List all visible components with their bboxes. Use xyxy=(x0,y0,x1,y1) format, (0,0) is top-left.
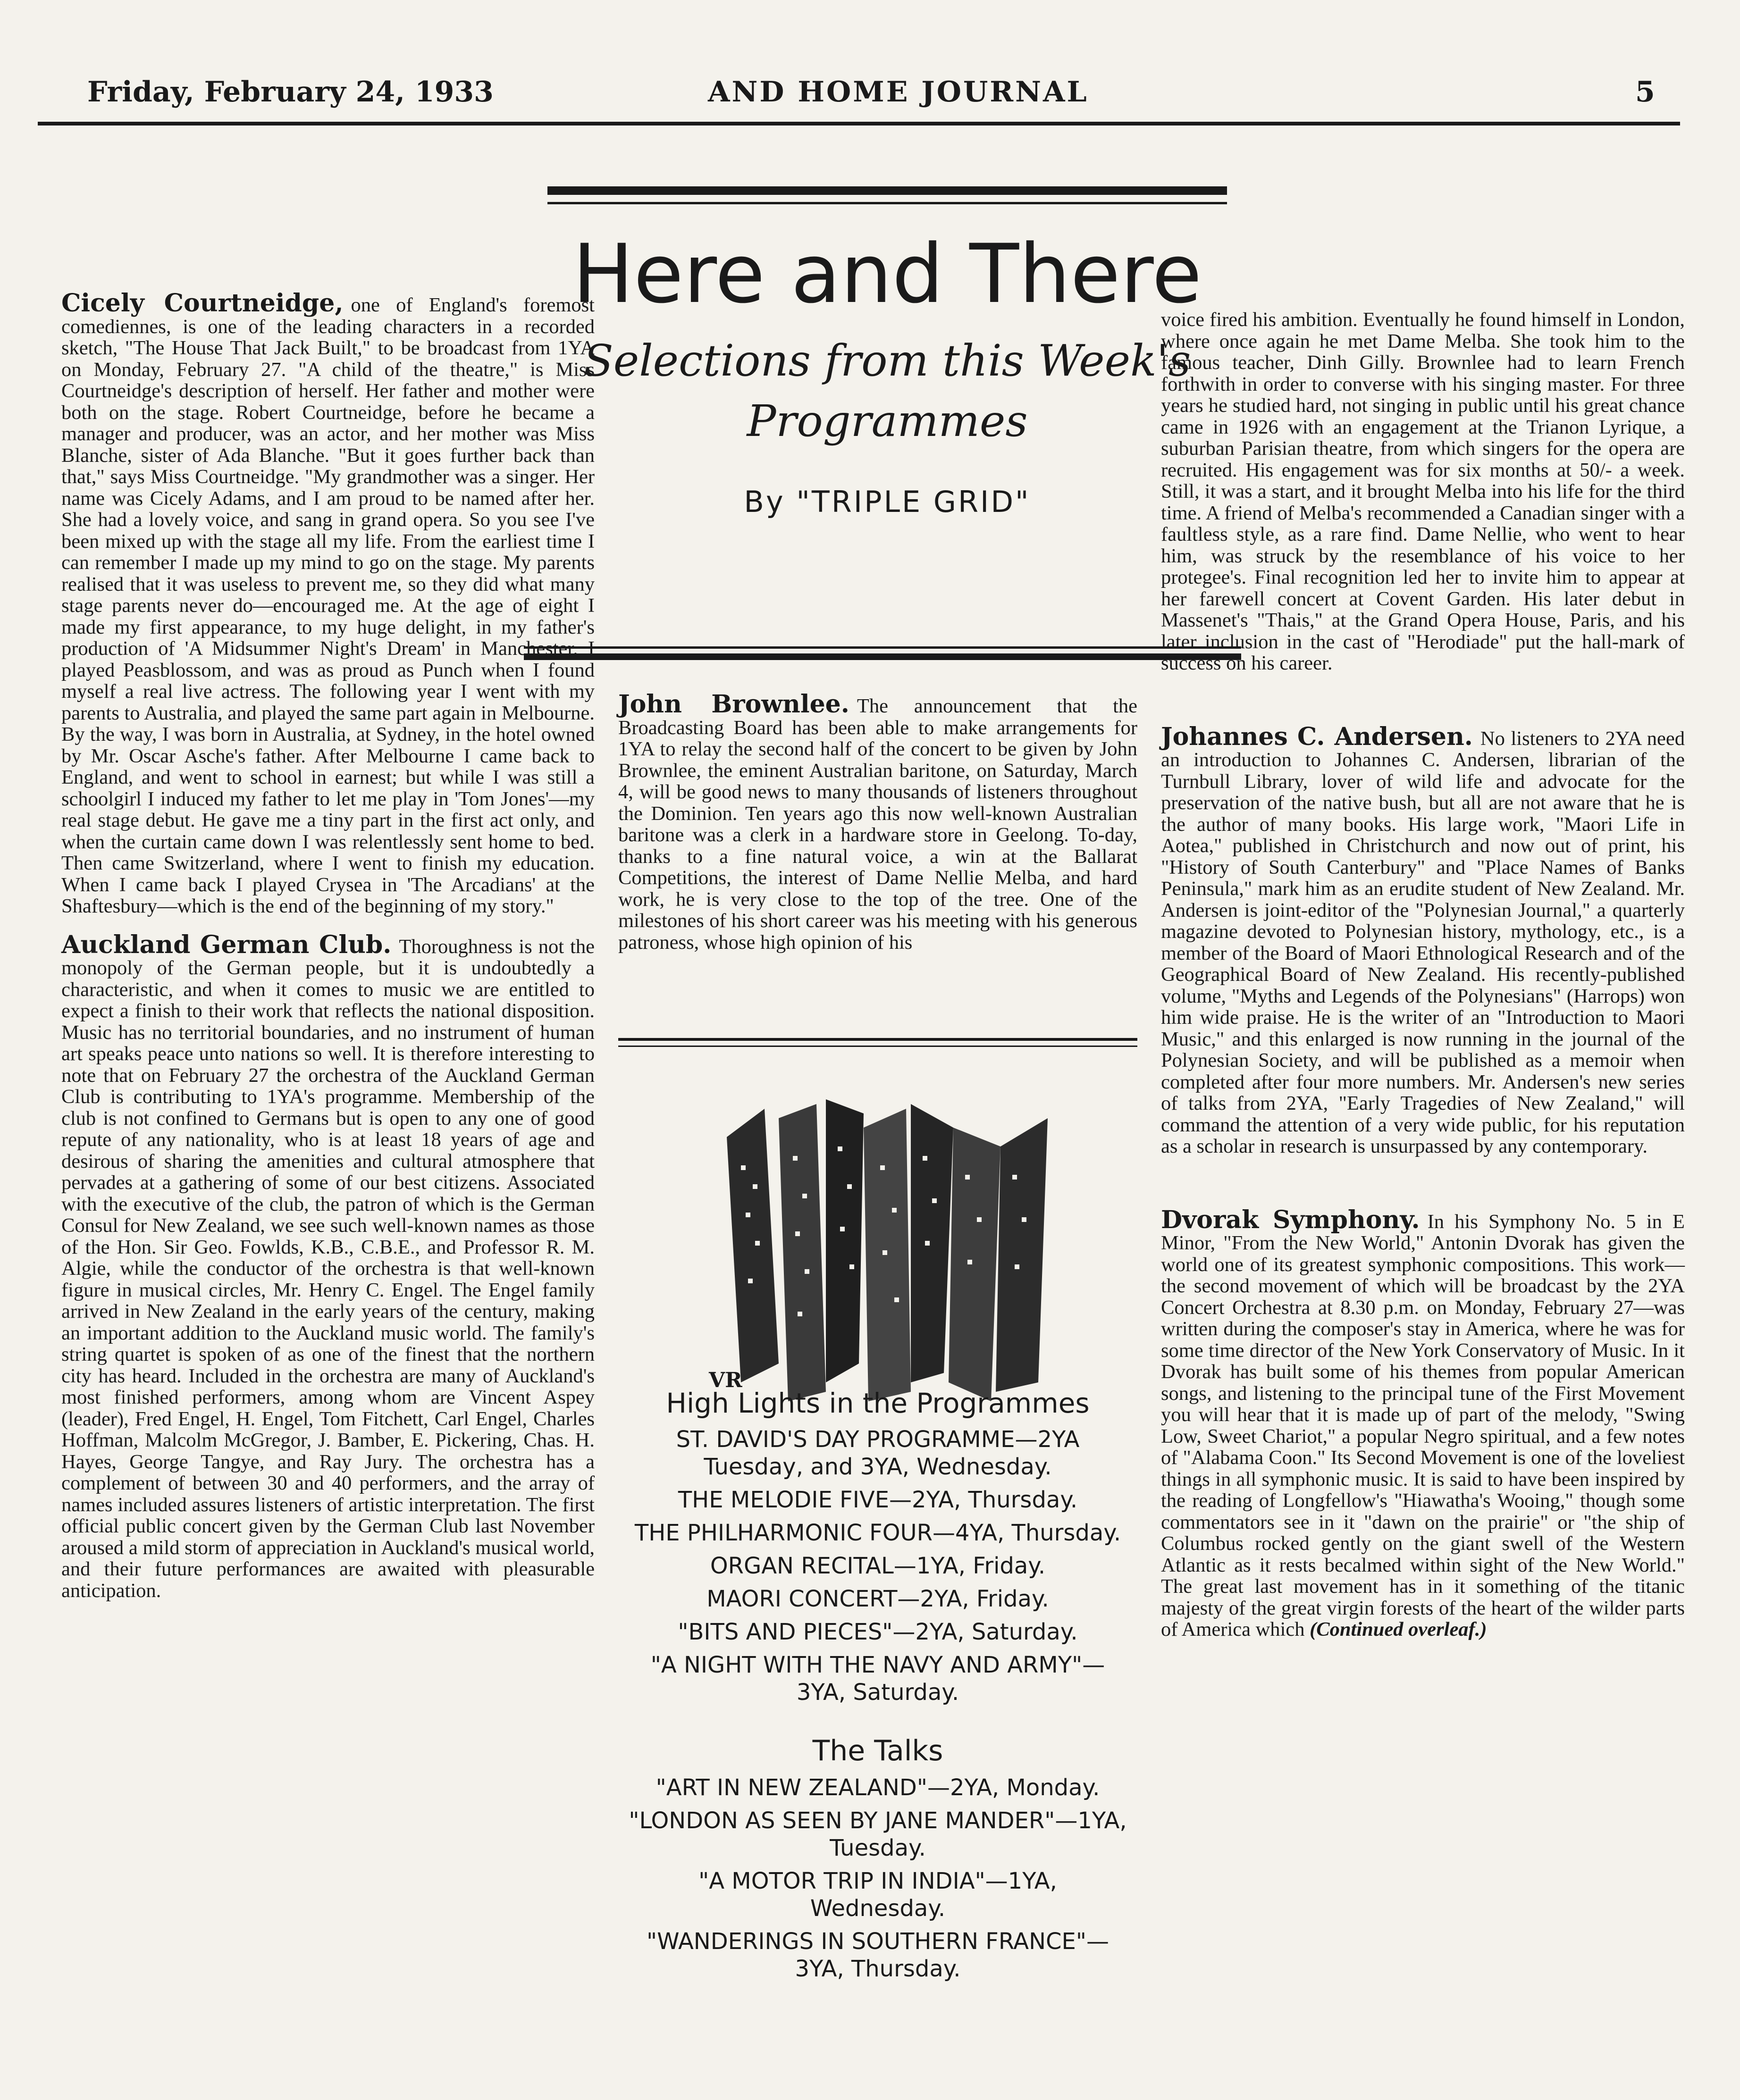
feature-subtitle: Selections from this Week's Programmes xyxy=(583,335,1191,446)
feature-header xyxy=(538,226,1236,642)
article-body: No listeners to 2YA need an introduction to Johannes C. Andersen, librarian of the Turnbull Library, lover of wild life and advocate for the preservation of the native bush, but all are not aware that he is the author of many books. His large work, "Maori Life in Aotea," published in Christchurch and now out of print, his "History of South Canterbury" and "Place Names of Banks Peninsula," mark him as an erudite student of New Zealand. Mr. Andersen is joint-editor of the "Polynesian Journal," a quarterly magazine devoted to Polynesian history, mythology, etc., is a member of the Board of Maori Ethnological Research and of the Geographical Board of New Zealand. His recently-published volume, "Myths and Legends of the Polynesians" (Harrops) won him wide praise. He is the writer of an "Introduction to Maori Music," and this enlarged is now running in the journal of the Polynesian Society, and will be published as a memoir when completed after four more numbers. Mr. Andersen's new series of talks from 2YA, "Early Tragedies of New Zealand," will command the attention of a very wide public, for his reputation as a scholar in research is unsurpassed by any contemporary. xyxy=(1161,727,1685,1157)
highlight-item: ST. DAVID'S DAY PROGRAMME—2YA Tuesday, and 3YA, Wednesday. xyxy=(676,1426,1080,1480)
page-title: Here and There xyxy=(572,226,1202,321)
talk-item: "WANDERINGS IN SOUTHERN FRANCE"—3YA, Thursday. xyxy=(647,1928,1109,1982)
header-publication: AND HOME JOURNAL xyxy=(708,75,1089,109)
title-rule-top-thin xyxy=(547,202,1227,204)
building-shape xyxy=(826,1099,864,1382)
article-courtneidge xyxy=(61,289,595,917)
highlight-item: "A NIGHT WITH THE NAVY AND ARMY"—3YA, Saturday. xyxy=(650,1652,1105,1706)
highlight-item: THE MELODIE FIVE—2YA, Thursday. xyxy=(678,1487,1078,1513)
article-heading: Dvorak Symphony. xyxy=(1161,1205,1420,1234)
talks-title: The Talks xyxy=(812,1734,943,1767)
header-date: Friday, February 24, 1933 xyxy=(87,75,494,109)
illustration-initials: VR xyxy=(709,1368,742,1392)
highlight-item: "BITS AND PIECES"—2YA, Saturday. xyxy=(678,1619,1078,1645)
article-heading: Auckland German Club. xyxy=(61,930,392,959)
article-heading: Johannes C. Andersen. xyxy=(1161,722,1473,751)
article-brownlee-continued: voice fired his ambition. Eventually he found himself in London, where once again he met Dame Melba. She took him to the famous teacher, Dinh Gilly. Brownlee had to learn French forthwith in order to converse with his singing master. For three years he studied hard, not singing in public until his great chance came in 1926 with an engagement at the Trianon Lyrique, a suburban Parisian theatre, from which singers for the opera are recruited. His engagement was for six months at 50/- a week. Still, it was a start, and it brought Melba into his life for the third time. A friend of Melba's recommended a Canadian singer with a faultless style, as a rare find. Dame Nellie, who went to hear him, was struck by the resemblance of his voice to her protegee's. Final recognition led her to invite him to appear at her farewell concert at Covent Garden. His later debut in Massenet's "Thais," at the Grand Opera House, Paris, and his later inclusion in the cast of "Herodiade" put the hall-mark of success on his career. xyxy=(1161,309,1685,674)
article-german-club xyxy=(61,930,595,1602)
centre-rule-top-2 xyxy=(618,1046,1137,1047)
article-body: one of England's foremost comediennes, is one of the leading characters in a recorded sketch, "The House That Jack Built," to be broadcast from 1YA on Monday, February 27. "A child of the theatre," is Miss Courtneidge's description of herself. Her father and mother were both on the stage. Robert Courtneidge, before he became a manager and producer, was an actor, and her mother was Miss Blanche, sister of Ada Blanche. "But it goes further back than that," says Miss Courtneidge. "My grandmother was a singer. Her name was Cicely Adams, and I am proud to be named after her. She had a lovely voice, and sang in grand opera. So you see I've been mixed up with the stage all my life. From the earliest time I can remember I made up my mind to go on the stage. My parents realised that it was useless to prevent me, so they did what many stage parents never do—encouraged me. At the age of eight I made my first appearance, to my huge delight, in my father's production of 'A Midsummer Night's Dream' in Manchester. I played Peasblossom, and was as proud as Punch when I found myself a real live actress. The following year I went with my parents to Australia, and played the same part again in Melbourne. By the way, I was born in Australia, at Sydney, in the hotel owned by Mr. Oscar Asche's father. After Melbourne I came back to England, and went to school in earnest; but while I was still a schoolgirl I induced my father to let me play in 'Tom Jones'—my real stage debut. He gave me a tiny part in the first act only, and when the curtain came down I was relentlessly sent home to bed. Then came Switzerland, where I went to finish my education. When I came back I played Crysea in 'The Arcadians' at the Shaftesbury—which is the end of the beginning of my story." xyxy=(61,294,595,917)
right-column xyxy=(1161,309,1685,1640)
article-heading: John Brownlee. xyxy=(618,690,849,719)
article-brownlee xyxy=(618,690,1137,954)
page-number: 5 xyxy=(1635,75,1655,109)
highlights-title: High Lights in the Programmes xyxy=(666,1387,1090,1419)
article-body: In his Symphony No. 5 in E Minor, "From the New World," Antonin Dvorak has given the world one of its greatest symphonic compositions. This work—the second movement of which will be broadcast by the 2YA Concert Orchestra at 8.30 p.m. on Monday, February 27—was written during the composer's stay in America, where he was for some time director of the New York Conservatory of Music. In it Dvorak has built some of his themes from popular American songs, and listening to the principal tune of the First Movement you will hear that it is made up of part of the melody, "Swing Low, Sweet Chariot," a popular Negro spiritual, and a few notes of "Alabama Coon." Its Second Movement is one of the loveliest things in all symphonic music. It is said to have been inspired by the reading of Longfellow's "Hiawatha's Wooing," though some commentators see in it "dawn on the prairie" or "the ship of Columbus rocked gently on the giant swell of the Western Atlantic as it rests becalmed within sight of the New World." The great last movement has in it something of the titanic majesty of the great virgin forests of the heart of the wilder parts of America which xyxy=(1161,1210,1685,1640)
title-rule-top xyxy=(547,186,1227,195)
skyscraper-illustration xyxy=(708,1099,1057,1411)
article-dvorak xyxy=(1161,1205,1685,1640)
highlight-item: ORGAN RECITAL—1YA, Friday. xyxy=(710,1553,1046,1579)
article-body: The announcement that the Broadcasting Board has been able to make arrangements for 1YA to relay the second half of the concert to be given by John Brownlee, the eminent Australian baritone, on Saturday, March 4, will be good news to many thousands of listeners throughout the Dominion. Ten years ago this now well-known Australian baritone was a clerk in a hardware store in Geelong. To-day, thanks to a fine natural voice, a win at the Ballarat Competitions, the interest of Dame Nellie Melba, and hard work, he is very close to the top of the tree. One of the milestones of his short career was his meeting with his generous patroness, whose high opinion of his xyxy=(618,695,1137,954)
article-andersen xyxy=(1161,722,1685,1157)
continued-note: (Continued overleaf.) xyxy=(1310,1618,1487,1640)
title-rule-bottom-thin xyxy=(524,646,1241,649)
title-rule-bottom xyxy=(524,653,1241,660)
feature-byline: By "TRIPLE GRID" xyxy=(744,485,1031,519)
talk-item: "LONDON AS SEEN BY JANE MANDER"—1YA, Tuesday. xyxy=(629,1807,1127,1861)
article-heading: Cicely Courtneidge, xyxy=(61,289,344,318)
highlights-box xyxy=(614,1387,1142,1983)
talk-item: "ART IN NEW ZEALAND"—2YA, Monday. xyxy=(656,1774,1100,1801)
article-body: Thoroughness is not the monopoly of the German people, but it is undoubtedly a characteristic, and when it comes to music we are entitled to expect a finish to their work that reflects the national disposition. Music has no territorial boundaries, and no instrument of human art speaks peace unto nations so well. It is therefore interesting to note that on February 27 the orchestra of the Auckland German Club is contributing to 1YA's programme. Membership of the club is not confined to Germans but is open to any one of good repute of any nationality, who is at least 18 years of age and desirous of sharing the amenities and cultural atmosphere that pervades at a gathering of some of our best citizens. Associated with the executive of the club, the patron of which is the German Consul for New Zealand, we see such well-known names as those of the Hon. Sir Geo. Fowlds, K.B., C.B.E., and Professor R. M. Algie, while the conductor of the orchestra is that well-known figure in musical circles, Mr. Henry C. Engel. The Engel family arrived in New Zealand in the early years of the century, making an important addition to the Auckland music world. The family's string quartet is spoken of as one of the finest that the northern city has heard. Included in the orchestra are many of Auckland's most finished performers, among whom are Vincent Aspey (leader), Fred Engel, H. Engel, Tom Fitchett, Carl Engel, Charles Hoffman, Malcolm McGregor, J. Bamber, E. Pickering, Chas. H. Hayes, George Tangye, and Ray Jury. The orchestra has a complement of between 30 and 40 performers, and the array of names included assures listeners of artistic interpretation. The first official public concert given by the German Club last November aroused a mild storm of appreciation in Auckland's musical world, and their future performances are awaited with pleasurable anticipation. xyxy=(61,935,595,1602)
highlight-item: MAORI CONCERT—2YA, Friday. xyxy=(706,1586,1049,1612)
left-column xyxy=(61,289,595,1602)
centre-rule-top xyxy=(618,1038,1137,1041)
header-rule xyxy=(38,122,1680,125)
highlight-item: THE PHILHARMONIC FOUR—4YA, Thursday. xyxy=(634,1520,1121,1546)
talk-item: "A MOTOR TRIP IN INDIA"—1YA, Wednesday. xyxy=(698,1868,1057,1922)
